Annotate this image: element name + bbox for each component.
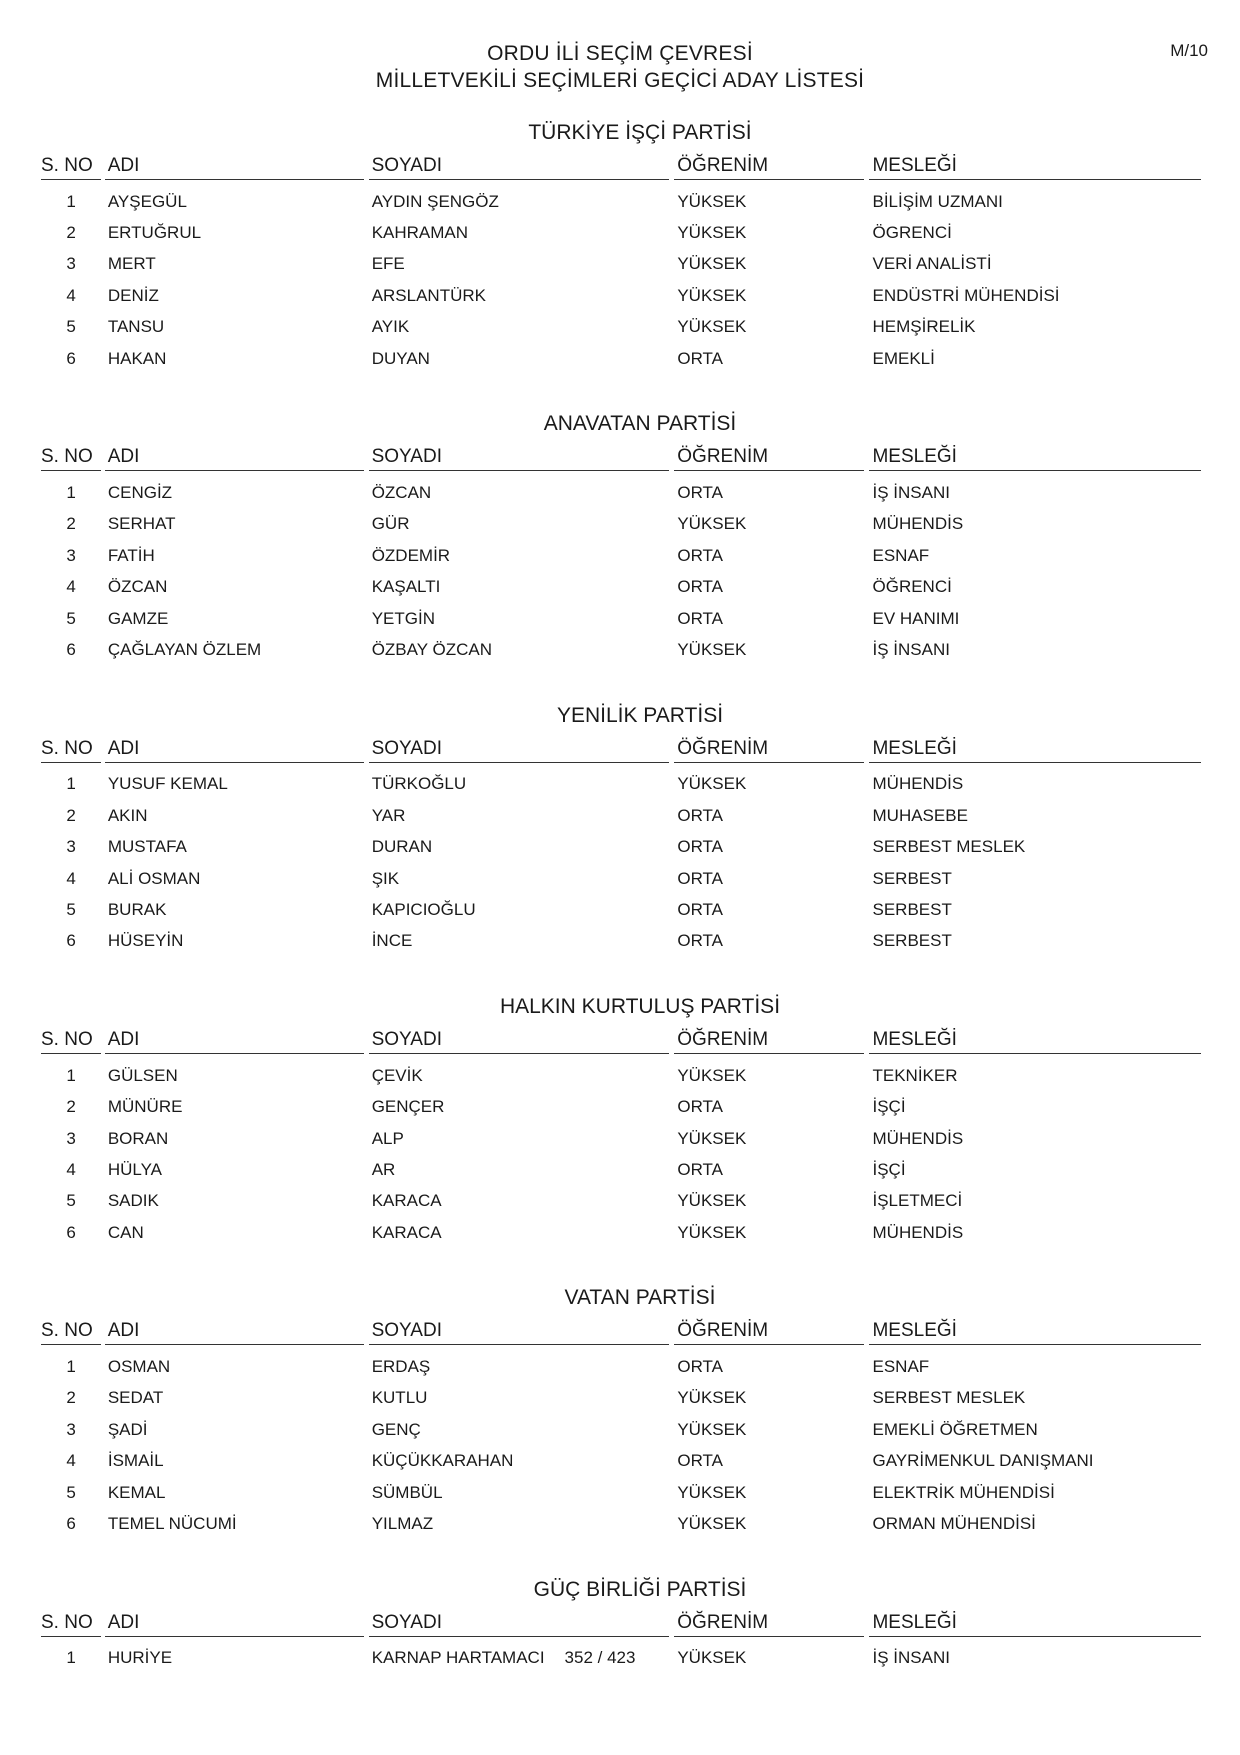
cell-no: 3 (66, 545, 76, 565)
cell-name: BURAK (107, 899, 167, 919)
cell-profession: ÖĞRENCİ (872, 577, 952, 597)
column-header-no: S. NO (41, 1029, 101, 1054)
cell-name: ÇAĞLAYAN ÖZLEM (107, 639, 262, 659)
cell-education: YÜKSEK (677, 1222, 747, 1242)
table-row (41, 540, 1201, 571)
cell-surname: ÖZDEMİR (371, 545, 451, 565)
cell-surname: KARACA (371, 1222, 442, 1242)
cell-education: YÜKSEK (677, 317, 747, 337)
cell-name: HÜSEYİN (107, 931, 184, 951)
cell-education: ORTA (677, 1451, 723, 1471)
table-header (41, 1611, 1201, 1637)
cell-surname: SÜMBÜL (371, 1482, 443, 1502)
column-header-name: ADI (105, 446, 364, 471)
column-header-surname: SOYADI (369, 1612, 670, 1637)
table-header (41, 154, 1201, 180)
column-header-profession: MESLEĞİ (869, 446, 1201, 471)
column-header-profession: MESLEĞİ (869, 1612, 1201, 1637)
cell-name: İSMAİL (107, 1451, 164, 1471)
cell-no: 2 (66, 223, 76, 243)
cell-surname: AR (371, 1159, 396, 1179)
cell-no: 6 (66, 639, 76, 659)
table-row (41, 1186, 1201, 1217)
column-header-surname: SOYADI (369, 155, 670, 180)
table-row (41, 1060, 1201, 1091)
table-row (41, 477, 1201, 508)
cell-surname: ÖZCAN (371, 483, 432, 503)
cell-surname: KÜÇÜKKARAHAN (371, 1451, 514, 1471)
column-header-surname: SOYADI (369, 738, 670, 763)
table-row (41, 1154, 1201, 1185)
cell-name: ERTUĞRUL (107, 223, 202, 243)
column-header-profession: MESLEĞİ (869, 155, 1201, 180)
cell-no: 3 (66, 254, 76, 274)
cell-no: 4 (66, 285, 76, 305)
table-row (41, 249, 1201, 280)
cell-name: MUSTAFA (107, 837, 187, 857)
cell-profession: ORMAN MÜHENDİSİ (872, 1514, 1036, 1534)
column-header-name: ADI (105, 1612, 364, 1637)
cell-surname: KAŞALTI (371, 577, 441, 597)
cell-name: TANSU (107, 317, 165, 337)
column-header-name: ADI (105, 1029, 364, 1054)
cell-name: HAKAN (107, 348, 167, 368)
cell-education: YÜKSEK (677, 1514, 747, 1534)
cell-name: BORAN (107, 1128, 169, 1148)
table-row (41, 343, 1201, 374)
cell-surname: KUTLU (371, 1388, 428, 1408)
cell-education: YÜKSEK (677, 285, 747, 305)
cell-profession: İŞÇİ (872, 1159, 906, 1179)
cell-profession: MÜHENDİS (872, 514, 964, 534)
column-header-education: ÖĞRENİM (674, 155, 864, 180)
cell-education: ORTA (677, 837, 723, 857)
column-header-education: ÖĞRENİM (674, 446, 864, 471)
table-row (41, 1477, 1201, 1508)
cell-education: YÜKSEK (677, 514, 747, 534)
table-row (41, 217, 1201, 248)
cell-no: 6 (66, 931, 76, 951)
table-row (41, 863, 1201, 894)
cell-surname: İNCE (371, 931, 413, 951)
cell-education: YÜKSEK (677, 774, 747, 794)
cell-profession: İŞ İNSANI (872, 1648, 950, 1668)
cell-surname: DUYAN (371, 348, 430, 368)
cell-no: 5 (66, 1482, 76, 1502)
cell-no: 5 (66, 899, 76, 919)
cell-name: KEMAL (107, 1482, 166, 1502)
cell-no: 2 (66, 514, 76, 534)
cell-name: DENİZ (107, 285, 159, 305)
cell-profession: EV HANIMI (872, 608, 960, 628)
cell-education: ORTA (677, 931, 723, 951)
cell-no: 3 (66, 1128, 76, 1148)
cell-name: HURİYE (107, 1648, 173, 1668)
cell-education: ORTA (677, 608, 723, 628)
column-header-education: ÖĞRENİM (674, 1029, 864, 1054)
column-header-no: S. NO (41, 155, 101, 180)
cell-no: 5 (66, 317, 76, 337)
cell-no: 6 (66, 1514, 76, 1534)
cell-name: ÖZCAN (107, 577, 168, 597)
cell-profession: SERBEST (872, 868, 952, 888)
cell-no: 4 (66, 1159, 76, 1179)
cell-education: YÜKSEK (677, 1128, 747, 1148)
cell-profession: SERBEST (872, 931, 952, 951)
cell-profession: İŞ İNSANI (872, 483, 950, 503)
cell-profession: GAYRİMENKUL DANIŞMANI (872, 1451, 1094, 1471)
cell-surname: ARSLANTÜRK (371, 285, 486, 305)
table-row (41, 280, 1201, 311)
cell-education: YÜKSEK (677, 191, 747, 211)
column-header-no: S. NO (41, 738, 101, 763)
table-header (41, 445, 1201, 471)
column-header-education: ÖĞRENİM (674, 1320, 864, 1345)
cell-name: CENGİZ (107, 483, 173, 503)
party-title: YENİLİK PARTİSİ (556, 703, 724, 727)
cell-education: ORTA (677, 577, 723, 597)
cell-profession: SERBEST (872, 899, 952, 919)
cell-profession: İŞ İNSANI (872, 639, 950, 659)
cell-education: YÜKSEK (677, 1419, 747, 1439)
cell-profession: EMEKLİ ÖĞRETMEN (872, 1419, 1038, 1439)
cell-profession: BİLİŞİM UZMANI (872, 191, 1003, 211)
column-header-name: ADI (105, 1320, 364, 1345)
cell-surname: GENÇ (371, 1419, 421, 1439)
page-code: M/10 (1170, 41, 1208, 60)
party-title: ANAVATAN PARTİSİ (543, 412, 737, 436)
document-header (0, 40, 1240, 94)
cell-profession: MÜHENDİS (872, 774, 964, 794)
cell-surname: EFE (371, 254, 405, 274)
cell-profession: ELEKTRİK MÜHENDİSİ (872, 1482, 1055, 1502)
cell-name: SEDAT (107, 1388, 164, 1408)
cell-profession: TEKNİKER (872, 1065, 958, 1085)
cell-no: 6 (66, 1222, 76, 1242)
table-row (41, 926, 1201, 957)
cell-name: ALİ OSMAN (107, 868, 201, 888)
cell-no: 1 (66, 191, 76, 211)
cell-surname: YILMAZ (371, 1514, 434, 1534)
cell-education: YÜKSEK (677, 1482, 747, 1502)
column-header-profession: MESLEĞİ (869, 738, 1201, 763)
cell-name: MERT (107, 254, 156, 274)
cell-profession: HEMŞİRELİK (872, 317, 976, 337)
cell-no: 4 (66, 577, 76, 597)
column-header-no: S. NO (41, 1320, 101, 1345)
table-header (41, 737, 1201, 763)
cell-name: OSMAN (107, 1357, 171, 1377)
table-row (41, 831, 1201, 862)
table-row (41, 1123, 1201, 1154)
cell-name: MÜNÜRE (107, 1097, 183, 1117)
cell-name: HÜLYA (107, 1159, 163, 1179)
cell-no: 5 (66, 1191, 76, 1211)
cell-surname: KAPICIOĞLU (371, 899, 476, 919)
column-header-profession: MESLEĞİ (869, 1320, 1201, 1345)
cell-profession: MUHASEBE (872, 805, 968, 825)
cell-profession: VERİ ANALİSTİ (872, 254, 992, 274)
title-line-1: ORDU İLİ SEÇİM ÇEVRESİ (487, 42, 753, 65)
table-row (41, 186, 1201, 217)
table-row (41, 1217, 1201, 1248)
cell-no: 5 (66, 608, 76, 628)
cell-surname: GÜR (371, 514, 410, 534)
cell-no: 2 (66, 805, 76, 825)
table-row (41, 1091, 1201, 1122)
table-row (41, 603, 1201, 634)
cell-surname: ÇEVİK (371, 1065, 423, 1085)
cell-profession: EMEKLİ (872, 348, 935, 368)
cell-education: ORTA (677, 805, 723, 825)
column-header-education: ÖĞRENİM (674, 738, 864, 763)
party-section (41, 120, 1201, 374)
cell-education: ORTA (677, 1357, 723, 1377)
cell-name: YUSUF KEMAL (107, 774, 228, 794)
cell-education: YÜKSEK (677, 1648, 747, 1668)
cell-surname: ALP (371, 1128, 404, 1148)
cell-profession: SERBEST MESLEK (872, 1388, 1026, 1408)
cell-education: ORTA (677, 899, 723, 919)
cell-no: 1 (66, 1065, 76, 1085)
cell-name: GÜLSEN (107, 1065, 178, 1085)
cell-education: YÜKSEK (677, 639, 747, 659)
table-header (41, 1028, 1201, 1054)
column-header-name: ADI (105, 738, 364, 763)
cell-name: SADIK (107, 1191, 159, 1211)
cell-no: 3 (66, 837, 76, 857)
cell-no: 2 (66, 1388, 76, 1408)
cell-surname: KARNAP HARTAMACI (371, 1648, 545, 1668)
cell-name: AYŞEGÜL (107, 191, 187, 211)
cell-profession: SERBEST MESLEK (872, 837, 1026, 857)
cell-surname: ERDAŞ (371, 1357, 431, 1377)
table-row (41, 572, 1201, 603)
table-row (41, 1446, 1201, 1477)
party-title: VATAN PARTİSİ (564, 1286, 716, 1310)
table-row (41, 1508, 1201, 1539)
cell-surname: AYDIN ŞENGÖZ (371, 191, 499, 211)
cell-profession: ESNAF (872, 545, 930, 565)
cell-surname: KARACA (371, 1191, 442, 1211)
cell-education: ORTA (677, 1097, 723, 1117)
cell-education: YÜKSEK (677, 1191, 747, 1211)
cell-name: ŞADİ (107, 1419, 148, 1439)
cell-education: YÜKSEK (677, 1388, 747, 1408)
cell-profession: MÜHENDİS (872, 1128, 964, 1148)
cell-name: FATİH (107, 545, 155, 565)
table-header (41, 1319, 1201, 1345)
cell-name: SERHAT (107, 514, 176, 534)
cell-no: 6 (66, 348, 76, 368)
party-section (41, 411, 1201, 665)
cell-no: 1 (66, 483, 76, 503)
cell-profession: ESNAF (872, 1357, 930, 1377)
table-row (41, 1414, 1201, 1445)
column-header-no: S. NO (41, 446, 101, 471)
party-title: GÜÇ BİRLİĞİ PARTİSİ (533, 1577, 747, 1601)
party-section (41, 1285, 1201, 1539)
cell-surname: TÜRKOĞLU (371, 774, 467, 794)
cell-education: ORTA (677, 1159, 723, 1179)
party-title: HALKIN KURTULUŞ PARTİSİ (499, 995, 781, 1019)
cell-profession: İŞLETMECİ (872, 1191, 963, 1211)
column-header-education: ÖĞRENİM (674, 1612, 864, 1637)
table-row (41, 894, 1201, 925)
cell-education: ORTA (677, 483, 723, 503)
cell-no: 4 (66, 1451, 76, 1471)
cell-profession: ENDÜSTRİ MÜHENDİSİ (872, 285, 1060, 305)
column-header-profession: MESLEĞİ (869, 1029, 1201, 1054)
cell-profession: ÖGRENCİ (872, 223, 952, 243)
party-sections (41, 120, 1201, 1711)
cell-surname: ŞIK (371, 868, 400, 888)
cell-education: ORTA (677, 868, 723, 888)
cell-no: 1 (66, 774, 76, 794)
table-row (41, 1351, 1201, 1382)
party-title: TÜRKİYE İŞÇİ PARTİSİ (528, 121, 752, 144)
cell-profession: İŞÇİ (872, 1097, 906, 1117)
cell-education: ORTA (677, 545, 723, 565)
title-line-2: MİLLETVEKİLİ SEÇİMLERİ GEÇİCİ ADAY LİSTESİ (375, 69, 865, 92)
column-header-surname: SOYADI (369, 1029, 670, 1054)
table-row (41, 312, 1201, 343)
cell-no: 1 (66, 1357, 76, 1377)
column-header-surname: SOYADI (369, 446, 670, 471)
cell-surname: AYIK (371, 317, 410, 337)
cell-surname: GENÇER (371, 1097, 445, 1117)
cell-no: 1 (66, 1648, 76, 1668)
party-section (41, 994, 1201, 1248)
party-section (41, 703, 1201, 957)
table-row (41, 769, 1201, 800)
table-row (41, 634, 1201, 665)
column-header-no: S. NO (41, 1612, 101, 1637)
cell-education: YÜKSEK (677, 1065, 747, 1085)
cell-profession: MÜHENDİS (872, 1222, 964, 1242)
cell-surname: ÖZBAY ÖZCAN (371, 639, 492, 659)
cell-name: TEMEL NÜCUMİ (107, 1514, 237, 1534)
cell-name: AKIN (107, 805, 148, 825)
cell-no: 4 (66, 868, 76, 888)
cell-surname: KAHRAMAN (371, 223, 469, 243)
column-header-name: ADI (105, 155, 364, 180)
cell-education: YÜKSEK (677, 223, 747, 243)
cell-education: YÜKSEK (677, 254, 747, 274)
cell-name: GAMZE (107, 608, 169, 628)
table-row (41, 509, 1201, 540)
cell-no: 3 (66, 1419, 76, 1439)
cell-name: CAN (107, 1222, 144, 1242)
cell-no: 2 (66, 1097, 76, 1117)
cell-education: ORTA (677, 348, 723, 368)
cell-surname: YAR (371, 805, 406, 825)
table-row (41, 1383, 1201, 1414)
table-row (41, 800, 1201, 831)
cell-surname: YETGİN (371, 608, 435, 628)
column-header-surname: SOYADI (369, 1320, 670, 1345)
cell-surname: DURAN (371, 837, 433, 857)
page-number: 352 / 423 (564, 1648, 636, 1667)
